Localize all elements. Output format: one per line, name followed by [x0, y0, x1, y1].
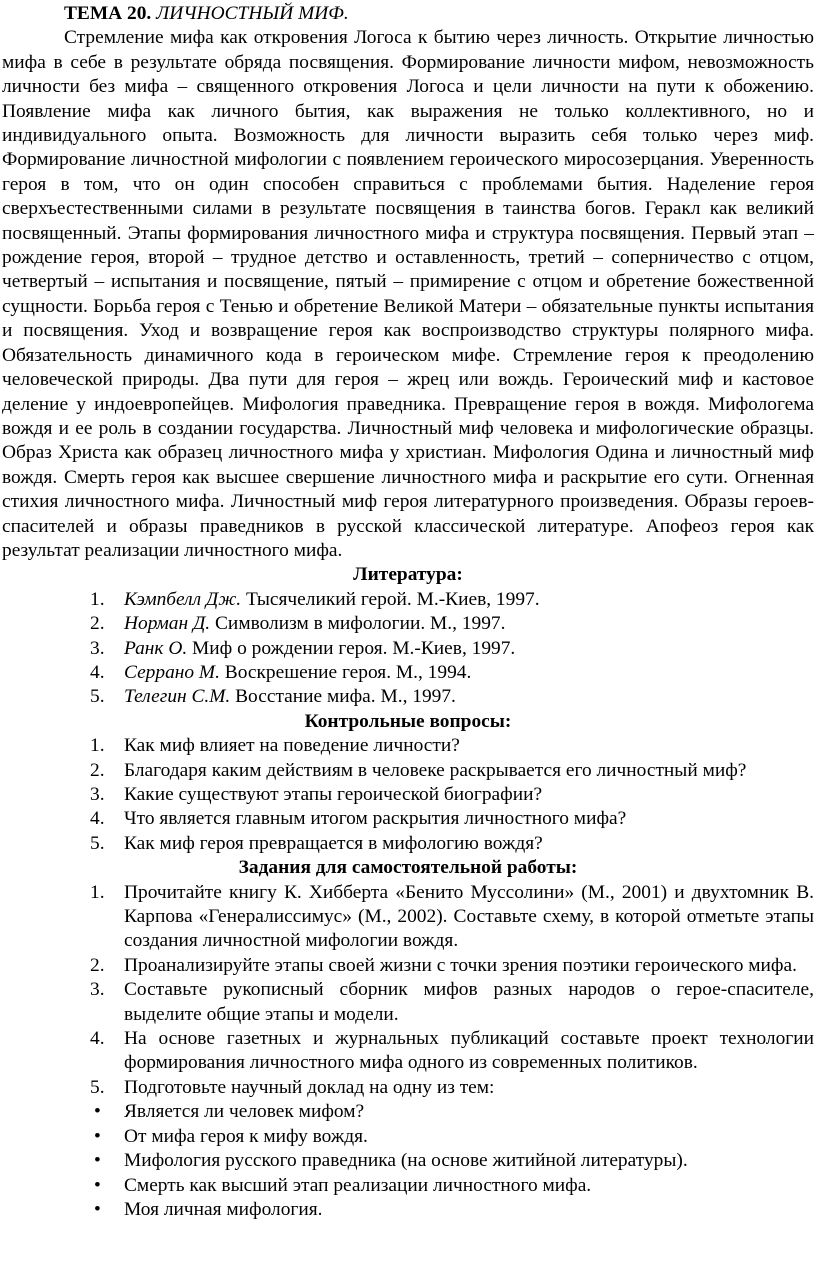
list-item: [2, 588, 814, 612]
list-item: [2, 661, 814, 685]
item-author: Кэмпбелл Дж.: [124, 588, 242, 610]
item-number: 3.: [90, 637, 105, 659]
list-item: [2, 881, 814, 954]
item-number: 5.: [90, 686, 105, 708]
bullet-icon: •: [94, 1150, 101, 1172]
list-item: [2, 832, 814, 856]
item-text: Моя личная мифология.: [124, 1198, 323, 1220]
item-number: 5.: [90, 832, 105, 854]
literature-heading: Литература:: [353, 564, 463, 586]
topic-name: ЛИЧНОСТНЫЙ МИФ.: [156, 3, 349, 24]
list-item: [2, 612, 814, 636]
item-number: 2.: [90, 954, 105, 976]
tasks-list: [2, 881, 814, 1101]
questions-list: [2, 734, 814, 856]
bullet-icon: •: [94, 1174, 101, 1196]
list-item: [2, 978, 814, 1027]
report-topics-list: [2, 1100, 814, 1222]
item-number: 2.: [90, 759, 105, 781]
list-item: [2, 759, 814, 783]
list-item: [2, 1027, 814, 1076]
list-item: [2, 637, 814, 661]
list-item: [2, 1100, 814, 1124]
list-item: [2, 783, 814, 807]
list-item: [2, 1076, 814, 1100]
topic-label: ТЕМА 20.: [64, 3, 152, 24]
item-text: Воскрешение героя. М., 1994.: [219, 661, 472, 683]
item-author: Ранк О.: [124, 637, 188, 659]
item-number: 2.: [90, 613, 105, 635]
item-text: Является ли человек мифом?: [124, 1101, 365, 1123]
list-item: [2, 1125, 814, 1149]
list-item: [2, 734, 814, 758]
item-text: Как миф влияет на поведение личности?: [124, 735, 460, 757]
list-item: [2, 954, 814, 978]
item-number: 3.: [90, 784, 105, 805]
literature-list: [2, 588, 814, 710]
list-item: [2, 1149, 814, 1173]
item-text: Проанализируйте этапы своей жизни с точки зрения поэтики героического мифа.: [124, 954, 797, 976]
item-number: 1.: [90, 588, 105, 610]
topic-body: Стремление мифа как откровения Логоса к бытию через личность. Открытие личностью мифа в себе в результате обряда посвящения. Формирование личности мифом, невозможность личности без мифа – священного откровения Логоса и цели личности на пути к обожению. Появление мифа как личного бытия, как выражения не только коллективного, но и индивидуального опыта. Возможность для личности выразить себя только через миф. Формирование личностной мифологии с появлением героического миросозерцания. Уверенность героя в том, что он один способен справиться с проблемами бытия. Наделение героя сверхъестественными силами в результате посвящения в таинства богов. Геракл как великий посвященный. Этапы формирования личностного мифа и структура посвящения. Первый этап – рождение героя, второй – трудное детство и оставленность, третий – соперничество с отцом, четвертый – испытания и посвящение, пятый – примирение с отцом и обретение божественной сущности. Борьба героя с Тенью и обретение Великой Матери – обязательные пункты испытания и посвящения. Уход и возвращение героя как воспроизводство структуры полярного мифа. Обязательность динамичного кода в героическом мифе. Стремление героя к преодолению человеческой природы. Два пути для героя – жрец или вождь. Героический миф и кастовое деление у индоевропейцев. Мифология праведника. Превращение героя в вождя. Мифологема вождя и ее роль в создании государства. Личностный миф человека и мифологические образцы. Образ Христа как образец личностного мифа у христиан. Мифология Одина и личностный миф вождя. Смерть героя как высшее свершение личностного мифа и раскрытие его сути. Огненная стихия личностного мифа. Личностный миф героя литературного произведения. Образы героев-спасителей и образы праведников в русской классической литературе. Апофеоз героя как результат реализации личностного мифа.: [2, 27, 814, 561]
item-author: Телегин С.М.: [124, 686, 231, 708]
item-text: От мифа героя к мифу вождя.: [124, 1125, 368, 1147]
item-text: На основе газетных и журнальных публикаций составьте проект технологии формирования личностного мифа одного из современных политиков.: [124, 1028, 814, 1074]
item-text: Восстание мифа. М., 1997.: [230, 686, 456, 708]
item-number: 4.: [90, 808, 105, 830]
item-text: Благодаря каким действиям в человеке раскрывается его личностный миф?: [124, 759, 747, 781]
bullet-icon: •: [94, 1125, 101, 1147]
item-text: Что является главным итогом раскрытия личностного мифа?: [124, 808, 627, 830]
item-author: Норман Д.: [124, 613, 211, 635]
list-item: [2, 1174, 814, 1198]
item-text: Мифология русского праведника (на основе житийной литературы).: [124, 1150, 688, 1172]
item-text: Смерть как высший этап реализации личностного мифа.: [124, 1174, 592, 1196]
item-text: Символизм в мифологии. М., 1997.: [210, 613, 506, 635]
item-number: 1.: [90, 735, 105, 757]
item-text: Прочитайте книгу К. Хибберта «Бенито Муссолини» (М., 2001) и двухтомник В. Карпова «Генералиссимус» (М., 2002). Составьте схему, в которой отметьте этапы создания личностной мифологии вождя.: [124, 881, 814, 952]
item-author: Серрано М.: [124, 661, 220, 683]
item-number: 3.: [90, 979, 105, 1001]
item-number: 4.: [90, 1028, 105, 1050]
item-text: Какие существуют этапы героической биографии?: [124, 784, 543, 805]
list-item: [2, 807, 814, 831]
list-item: [2, 685, 814, 709]
item-number: 1.: [90, 881, 105, 903]
list-item: [2, 1198, 814, 1222]
item-text: Тысячеликий герой. М.-Киев, 1997.: [241, 588, 540, 610]
bullet-icon: •: [94, 1198, 101, 1220]
questions-heading: Контрольные вопросы:: [304, 710, 512, 732]
item-text: Составьте рукописный сборник мифов разных народов о герое-спасителе, выделите общие этапы и модели.: [124, 979, 814, 1025]
item-number: 5.: [90, 1076, 105, 1098]
tasks-heading: Задания для самостоятельной работы:: [238, 857, 578, 879]
bullet-icon: •: [94, 1101, 101, 1123]
topic-title: [2, 2, 814, 26]
item-text: Подготовьте научный доклад на одну из тем:: [124, 1076, 495, 1098]
item-number: 4.: [90, 661, 105, 683]
item-text: Миф о рождении героя. М.-Киев, 1997.: [187, 637, 516, 659]
item-text: Как миф героя превращается в мифологию вождя?: [124, 832, 543, 854]
